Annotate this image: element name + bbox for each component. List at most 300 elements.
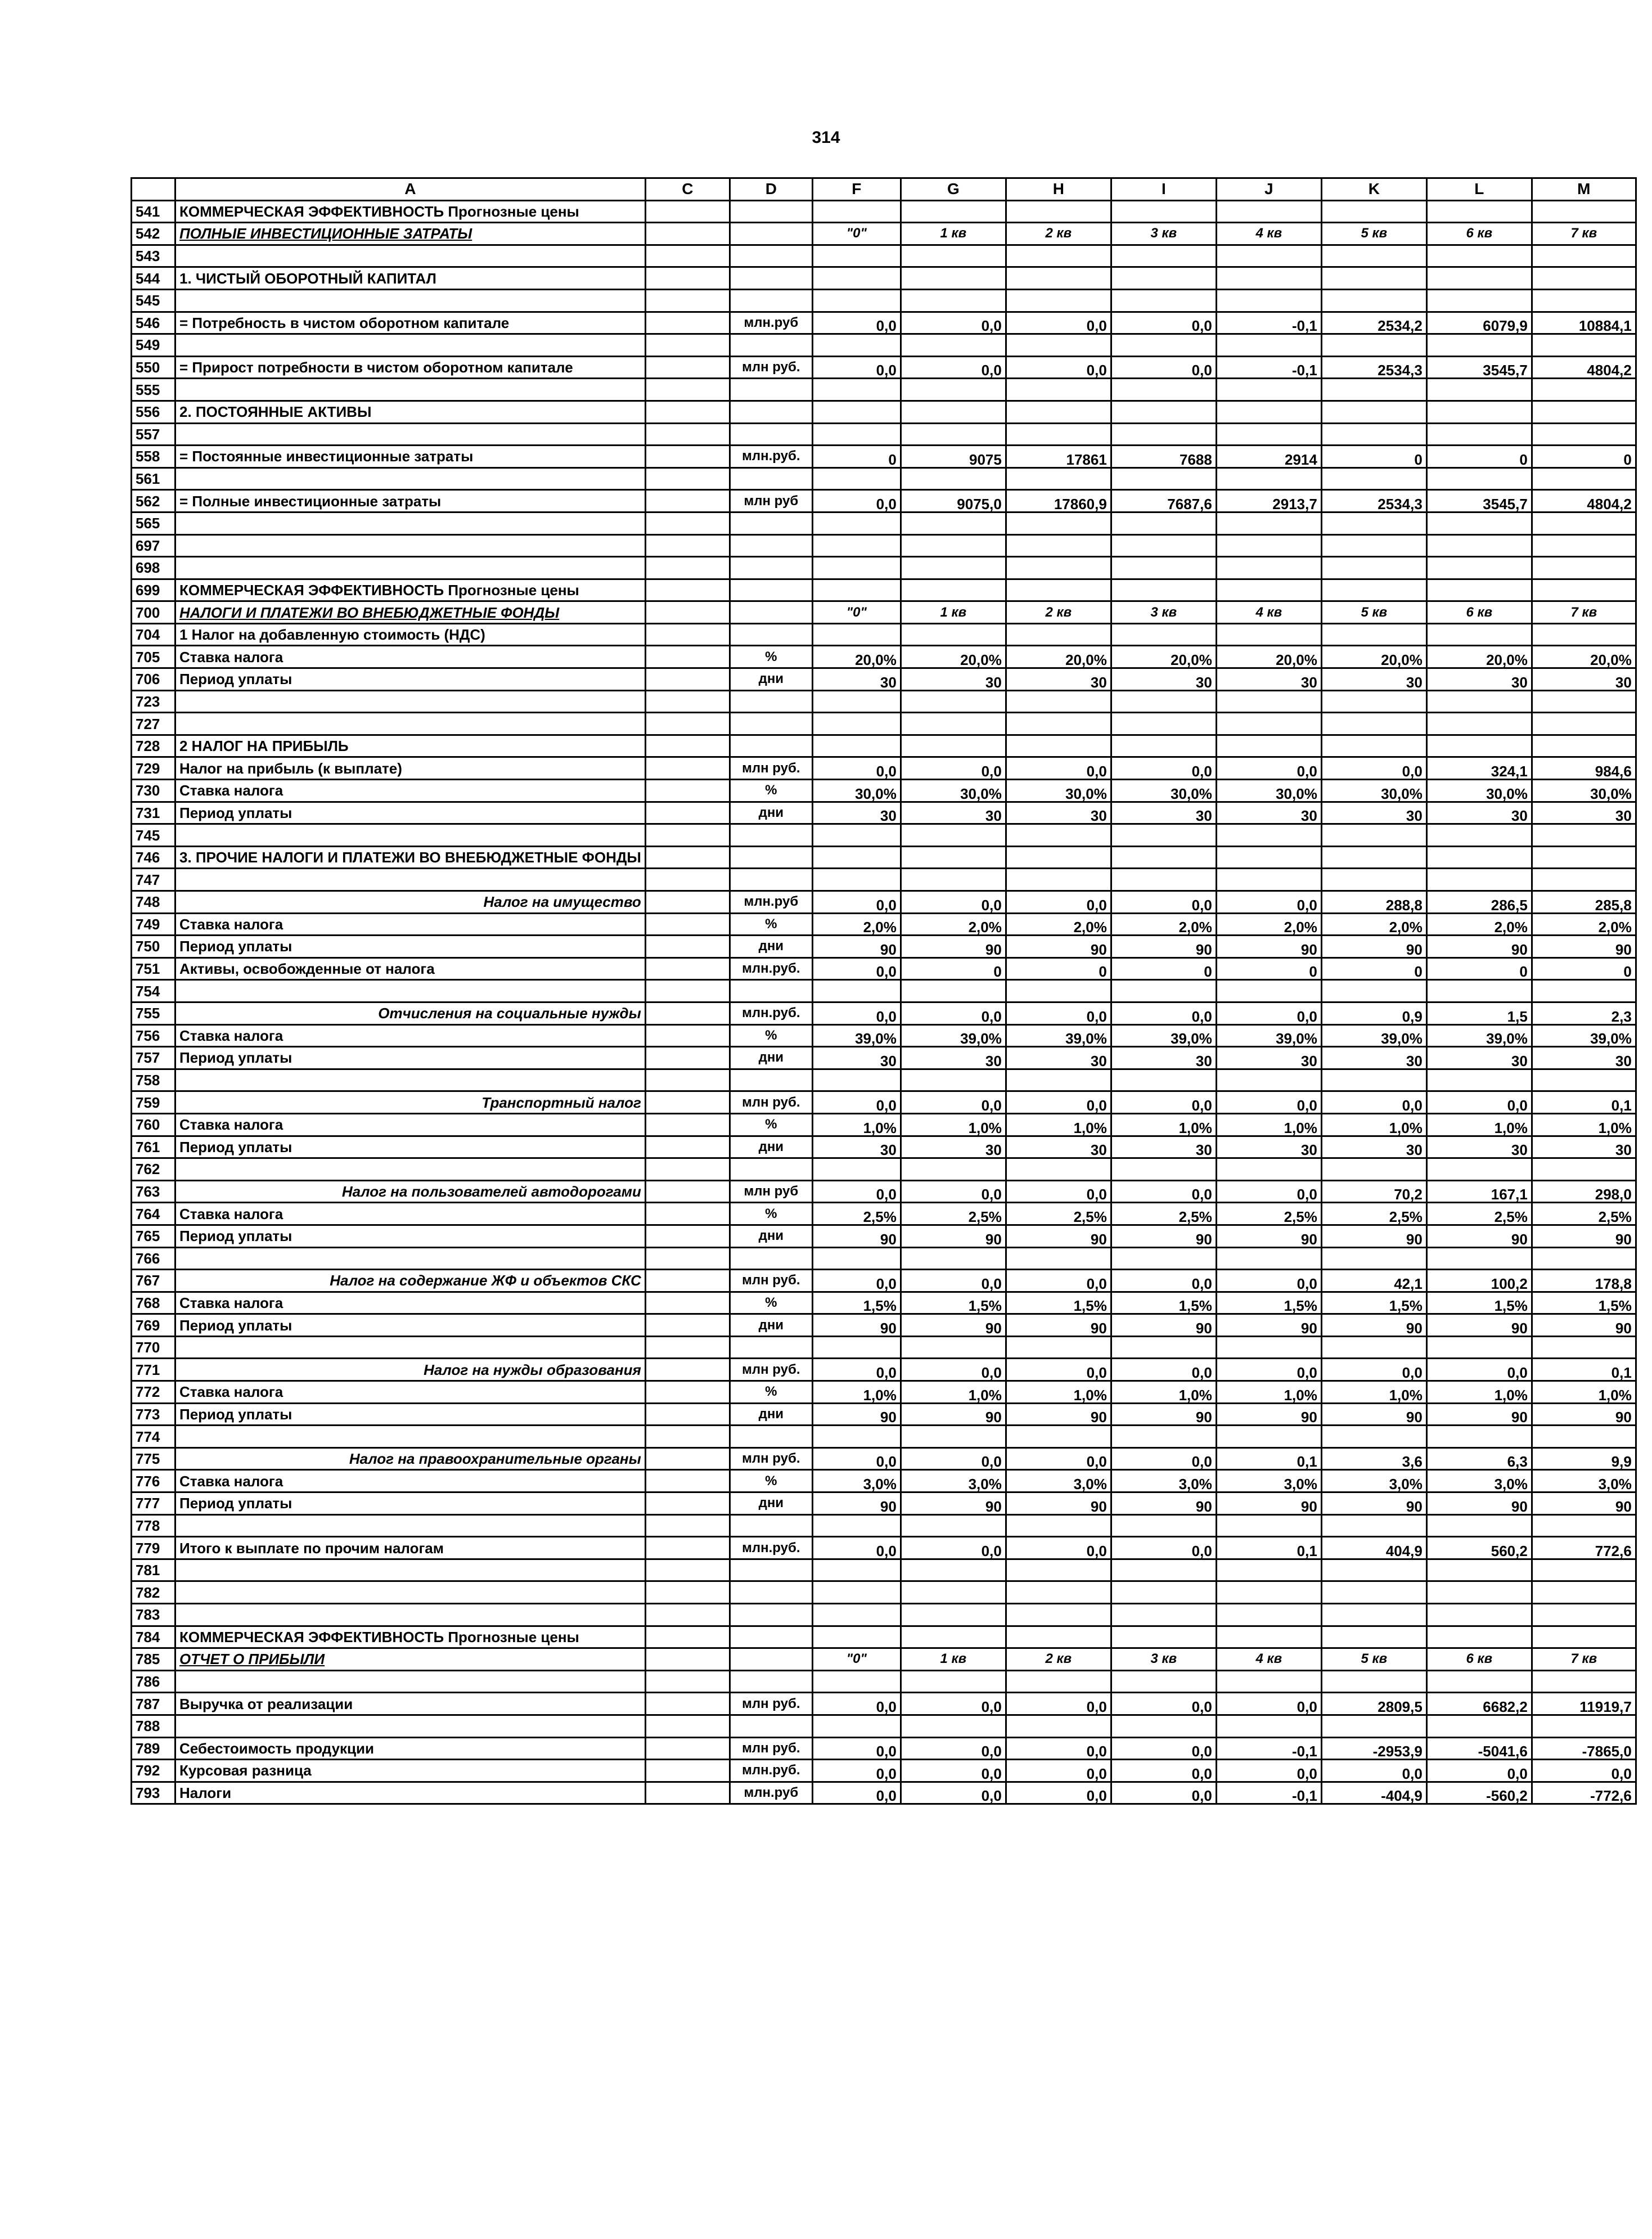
- value-cell[interactable]: 2914: [1216, 446, 1321, 468]
- column-c-cell[interactable]: [645, 1559, 730, 1581]
- value-cell[interactable]: 0,0: [901, 1270, 1006, 1292]
- value-cell[interactable]: [1321, 1426, 1426, 1448]
- value-cell[interactable]: [1321, 579, 1426, 601]
- value-cell[interactable]: 404,9: [1321, 1537, 1426, 1559]
- value-cell[interactable]: [1321, 267, 1426, 290]
- value-cell[interactable]: [1111, 1336, 1216, 1359]
- value-cell[interactable]: 90: [1111, 1403, 1216, 1426]
- unit-cell[interactable]: [730, 512, 812, 534]
- value-cell[interactable]: [1006, 467, 1111, 490]
- value-cell[interactable]: 30: [901, 802, 1006, 824]
- column-c-cell[interactable]: [645, 735, 730, 757]
- column-c-cell[interactable]: [645, 802, 730, 824]
- value-cell[interactable]: 17861: [1006, 446, 1111, 468]
- value-cell[interactable]: 0: [1111, 957, 1216, 980]
- value-cell[interactable]: 0,0: [1006, 1091, 1111, 1114]
- value-cell[interactable]: 2,5%: [901, 1203, 1006, 1225]
- row-number[interactable]: 771: [132, 1359, 175, 1381]
- value-cell[interactable]: [1426, 512, 1532, 534]
- value-cell[interactable]: 20,0%: [1111, 646, 1216, 668]
- period-header-cell[interactable]: 5 кв: [1321, 601, 1426, 624]
- value-cell[interactable]: 30: [812, 1047, 901, 1069]
- value-cell[interactable]: [901, 1069, 1006, 1091]
- column-header-k[interactable]: K: [1321, 178, 1426, 201]
- value-cell[interactable]: [1532, 869, 1636, 891]
- value-cell[interactable]: [901, 735, 1006, 757]
- row-label-cell[interactable]: [175, 1581, 646, 1604]
- value-cell[interactable]: [1006, 735, 1111, 757]
- row-label-cell[interactable]: Активы, освобожденные от налога: [175, 957, 646, 980]
- column-c-cell[interactable]: [645, 1626, 730, 1648]
- value-cell[interactable]: 0,0: [901, 757, 1006, 780]
- unit-cell[interactable]: дни: [730, 1314, 812, 1337]
- value-cell[interactable]: [1006, 401, 1111, 423]
- value-cell[interactable]: 20,0%: [901, 646, 1006, 668]
- value-cell[interactable]: 4804,2: [1532, 356, 1636, 379]
- unit-cell[interactable]: [730, 846, 812, 869]
- column-header-g[interactable]: G: [901, 178, 1006, 201]
- value-cell[interactable]: [1532, 289, 1636, 312]
- value-cell[interactable]: [1321, 200, 1426, 223]
- column-c-cell[interactable]: [645, 601, 730, 624]
- unit-cell[interactable]: [730, 1648, 812, 1671]
- value-cell[interactable]: 0,0: [1216, 1760, 1321, 1782]
- row-number[interactable]: 758: [132, 1069, 175, 1091]
- value-cell[interactable]: [1426, 1158, 1532, 1181]
- column-c-cell[interactable]: [645, 1670, 730, 1693]
- row-label-cell[interactable]: Период уплаты: [175, 1314, 646, 1337]
- value-cell[interactable]: 0,0: [812, 312, 901, 334]
- row-number[interactable]: 746: [132, 846, 175, 869]
- unit-cell[interactable]: [730, 623, 812, 646]
- row-label-cell[interactable]: Период уплаты: [175, 1047, 646, 1069]
- value-cell[interactable]: -0,1: [1216, 356, 1321, 379]
- value-cell[interactable]: 984,6: [1532, 757, 1636, 780]
- row-label-cell[interactable]: 2. ПОСТОЯННЫЕ АКТИВЫ: [175, 401, 646, 423]
- value-cell[interactable]: 0,0: [812, 1537, 901, 1559]
- value-cell[interactable]: 90: [901, 1225, 1006, 1247]
- column-c-cell[interactable]: [645, 957, 730, 980]
- value-cell[interactable]: [1426, 467, 1532, 490]
- row-number[interactable]: 729: [132, 757, 175, 780]
- value-cell[interactable]: 39,0%: [901, 1024, 1006, 1047]
- value-cell[interactable]: 3,0%: [1111, 1470, 1216, 1492]
- unit-cell[interactable]: [730, 1247, 812, 1270]
- value-cell[interactable]: 90: [1426, 1403, 1532, 1426]
- unit-cell[interactable]: [730, 289, 812, 312]
- row-label-cell[interactable]: Курсовая разница: [175, 1760, 646, 1782]
- row-number[interactable]: 778: [132, 1514, 175, 1537]
- unit-cell[interactable]: млн руб.: [730, 1693, 812, 1715]
- row-label-cell[interactable]: [175, 1158, 646, 1181]
- value-cell[interactable]: 0,0: [1006, 1002, 1111, 1024]
- column-c-cell[interactable]: [645, 401, 730, 423]
- value-cell[interactable]: [1532, 1069, 1636, 1091]
- unit-cell[interactable]: [730, 200, 812, 223]
- value-cell[interactable]: 30: [1006, 802, 1111, 824]
- value-cell[interactable]: -560,2: [1426, 1782, 1532, 1804]
- value-cell[interactable]: [1426, 1670, 1532, 1693]
- value-cell[interactable]: [901, 289, 1006, 312]
- value-cell[interactable]: 0,0: [1111, 312, 1216, 334]
- value-cell[interactable]: 0,0: [1216, 1359, 1321, 1381]
- row-number[interactable]: 748: [132, 891, 175, 914]
- column-c-cell[interactable]: [645, 1648, 730, 1671]
- value-cell[interactable]: [1321, 379, 1426, 401]
- value-cell[interactable]: [1111, 423, 1216, 446]
- value-cell[interactable]: [1111, 1670, 1216, 1693]
- row-label-cell[interactable]: Ставка налога: [175, 1381, 646, 1404]
- value-cell[interactable]: [1321, 824, 1426, 847]
- value-cell[interactable]: 1,5%: [1216, 1292, 1321, 1314]
- value-cell[interactable]: [1532, 690, 1636, 713]
- unit-cell[interactable]: %: [730, 1381, 812, 1404]
- value-cell[interactable]: [1321, 1581, 1426, 1604]
- value-cell[interactable]: 30,0%: [901, 780, 1006, 802]
- value-cell[interactable]: [812, 980, 901, 1002]
- value-cell[interactable]: [1006, 1559, 1111, 1581]
- value-cell[interactable]: 2,0%: [1006, 913, 1111, 936]
- value-cell[interactable]: 0,0: [1006, 1359, 1111, 1381]
- value-cell[interactable]: 39,0%: [1111, 1024, 1216, 1047]
- value-cell[interactable]: 90: [901, 936, 1006, 958]
- value-cell[interactable]: 0: [1321, 446, 1426, 468]
- value-cell[interactable]: [1111, 690, 1216, 713]
- value-cell[interactable]: 0,0: [1006, 356, 1111, 379]
- value-cell[interactable]: [1532, 623, 1636, 646]
- column-c-cell[interactable]: [645, 446, 730, 468]
- row-number[interactable]: 565: [132, 512, 175, 534]
- value-cell[interactable]: 1,0%: [1216, 1113, 1321, 1136]
- value-cell[interactable]: -2953,9: [1321, 1737, 1426, 1760]
- value-cell[interactable]: [1216, 401, 1321, 423]
- value-cell[interactable]: 0,1: [1216, 1447, 1321, 1470]
- unit-cell[interactable]: млн руб.: [730, 356, 812, 379]
- value-cell[interactable]: 90: [1006, 1403, 1111, 1426]
- value-cell[interactable]: [1216, 1715, 1321, 1737]
- value-cell[interactable]: 0,0: [901, 312, 1006, 334]
- value-cell[interactable]: 6,3: [1426, 1447, 1532, 1470]
- value-cell[interactable]: 30: [1111, 668, 1216, 691]
- value-cell[interactable]: 90: [1426, 1492, 1532, 1515]
- value-cell[interactable]: [1321, 423, 1426, 446]
- value-cell[interactable]: 0,0: [1111, 1270, 1216, 1292]
- row-number[interactable]: 561: [132, 467, 175, 490]
- value-cell[interactable]: 2,0%: [901, 913, 1006, 936]
- row-label-cell[interactable]: ОТЧЕТ О ПРИБЫЛИ: [175, 1648, 646, 1671]
- value-cell[interactable]: [1426, 623, 1532, 646]
- value-cell[interactable]: [812, 1336, 901, 1359]
- value-cell[interactable]: [1426, 200, 1532, 223]
- column-c-cell[interactable]: [645, 713, 730, 735]
- value-cell[interactable]: 17860,9: [1006, 490, 1111, 512]
- value-cell[interactable]: 3,0%: [1006, 1470, 1111, 1492]
- value-cell[interactable]: 3,0%: [1216, 1470, 1321, 1492]
- value-cell[interactable]: [1216, 1559, 1321, 1581]
- value-cell[interactable]: [1006, 267, 1111, 290]
- value-cell[interactable]: 0,0: [1006, 312, 1111, 334]
- value-cell[interactable]: [1426, 1336, 1532, 1359]
- row-label-cell[interactable]: Ставка налога: [175, 1113, 646, 1136]
- value-cell[interactable]: [1321, 1514, 1426, 1537]
- unit-cell[interactable]: [730, 401, 812, 423]
- unit-cell[interactable]: млн.руб: [730, 1782, 812, 1804]
- value-cell[interactable]: [1321, 869, 1426, 891]
- period-header-cell[interactable]: 1 кв: [901, 601, 1006, 624]
- value-cell[interactable]: 2,5%: [1321, 1203, 1426, 1225]
- row-label-cell[interactable]: 1 Налог на добавленную стоимость (НДС): [175, 623, 646, 646]
- unit-cell[interactable]: млн руб: [730, 490, 812, 512]
- value-cell[interactable]: [1321, 713, 1426, 735]
- value-cell[interactable]: 0,0: [901, 1002, 1006, 1024]
- value-cell[interactable]: 30: [1426, 668, 1532, 691]
- value-cell[interactable]: [1111, 534, 1216, 557]
- unit-cell[interactable]: [730, 1604, 812, 1626]
- period-header-cell[interactable]: 6 кв: [1426, 223, 1532, 245]
- value-cell[interactable]: [1006, 534, 1111, 557]
- value-cell[interactable]: [1006, 245, 1111, 267]
- value-cell[interactable]: [1426, 557, 1532, 579]
- value-cell[interactable]: [1532, 245, 1636, 267]
- value-cell[interactable]: 90: [1111, 1492, 1216, 1515]
- value-cell[interactable]: 30: [812, 1136, 901, 1158]
- value-cell[interactable]: [1006, 1715, 1111, 1737]
- value-cell[interactable]: 30: [1216, 1047, 1321, 1069]
- row-number[interactable]: 788: [132, 1715, 175, 1737]
- value-cell[interactable]: [1216, 1158, 1321, 1181]
- row-number[interactable]: 751: [132, 957, 175, 980]
- value-cell[interactable]: [1321, 1158, 1426, 1181]
- value-cell[interactable]: [812, 1426, 901, 1448]
- column-c-cell[interactable]: [645, 846, 730, 869]
- value-cell[interactable]: [812, 423, 901, 446]
- value-cell[interactable]: 30: [1321, 1136, 1426, 1158]
- value-cell[interactable]: 0,0: [1216, 757, 1321, 780]
- value-cell[interactable]: 2,5%: [1216, 1203, 1321, 1225]
- column-c-cell[interactable]: [645, 1693, 730, 1715]
- column-c-cell[interactable]: [645, 1136, 730, 1158]
- value-cell[interactable]: [1532, 534, 1636, 557]
- row-number[interactable]: 769: [132, 1314, 175, 1337]
- row-label-cell[interactable]: [175, 289, 646, 312]
- column-c-cell[interactable]: [645, 512, 730, 534]
- value-cell[interactable]: [1111, 1604, 1216, 1626]
- value-cell[interactable]: [1426, 1247, 1532, 1270]
- value-cell[interactable]: 30,0%: [1321, 780, 1426, 802]
- value-cell[interactable]: 1,0%: [812, 1113, 901, 1136]
- value-cell[interactable]: [901, 1247, 1006, 1270]
- row-number[interactable]: 786: [132, 1670, 175, 1693]
- value-cell[interactable]: [1426, 534, 1532, 557]
- value-cell[interactable]: -0,1: [1216, 1737, 1321, 1760]
- unit-cell[interactable]: млн.руб.: [730, 1002, 812, 1024]
- value-cell[interactable]: [901, 423, 1006, 446]
- value-cell[interactable]: 90: [1321, 1225, 1426, 1247]
- row-number[interactable]: 705: [132, 646, 175, 668]
- value-cell[interactable]: 2,5%: [1006, 1203, 1111, 1225]
- value-cell[interactable]: [901, 623, 1006, 646]
- column-header-j[interactable]: J: [1216, 178, 1321, 201]
- value-cell[interactable]: 39,0%: [1426, 1024, 1532, 1047]
- row-number[interactable]: 757: [132, 1047, 175, 1069]
- row-number[interactable]: 749: [132, 913, 175, 936]
- unit-cell[interactable]: [730, 1426, 812, 1448]
- row-label-cell[interactable]: Период уплаты: [175, 1492, 646, 1515]
- value-cell[interactable]: 90: [1532, 1225, 1636, 1247]
- row-number[interactable]: 759: [132, 1091, 175, 1114]
- value-cell[interactable]: 1,5: [1426, 1002, 1532, 1024]
- unit-cell[interactable]: млн.руб: [730, 891, 812, 914]
- value-cell[interactable]: 0,0: [1006, 1180, 1111, 1203]
- value-cell[interactable]: 1,5%: [1426, 1292, 1532, 1314]
- unit-cell[interactable]: [730, 1715, 812, 1737]
- value-cell[interactable]: 3,0%: [1321, 1470, 1426, 1492]
- value-cell[interactable]: 30,0%: [1426, 780, 1532, 802]
- column-c-cell[interactable]: [645, 1447, 730, 1470]
- row-label-cell[interactable]: Транспортный налог: [175, 1091, 646, 1114]
- period-header-cell[interactable]: 4 кв: [1216, 1648, 1321, 1671]
- unit-cell[interactable]: [730, 334, 812, 357]
- value-cell[interactable]: [1216, 735, 1321, 757]
- value-cell[interactable]: [1532, 557, 1636, 579]
- value-cell[interactable]: [1532, 267, 1636, 290]
- value-cell[interactable]: 0,0: [1006, 1760, 1111, 1782]
- value-cell[interactable]: 1,0%: [1426, 1113, 1532, 1136]
- period-header-cell[interactable]: 3 кв: [1111, 223, 1216, 245]
- unit-cell[interactable]: [730, 557, 812, 579]
- value-cell[interactable]: [1006, 980, 1111, 1002]
- column-c-cell[interactable]: [645, 623, 730, 646]
- value-cell[interactable]: -5041,6: [1426, 1737, 1532, 1760]
- row-label-cell[interactable]: [175, 1559, 646, 1581]
- row-number[interactable]: 763: [132, 1180, 175, 1203]
- value-cell[interactable]: [1532, 735, 1636, 757]
- value-cell[interactable]: 0,0: [812, 1782, 901, 1804]
- value-cell[interactable]: [1426, 289, 1532, 312]
- value-cell[interactable]: [1111, 401, 1216, 423]
- value-cell[interactable]: [1321, 1559, 1426, 1581]
- period-header-cell[interactable]: 1 кв: [901, 223, 1006, 245]
- column-c-cell[interactable]: [645, 1492, 730, 1515]
- value-cell[interactable]: 2,0%: [1426, 913, 1532, 936]
- value-cell[interactable]: [901, 1604, 1006, 1626]
- value-cell[interactable]: 288,8: [1321, 891, 1426, 914]
- value-cell[interactable]: 30: [1111, 1136, 1216, 1158]
- value-cell[interactable]: 0,0: [1111, 1180, 1216, 1203]
- row-number[interactable]: 773: [132, 1403, 175, 1426]
- value-cell[interactable]: [901, 534, 1006, 557]
- value-cell[interactable]: 90: [1426, 1314, 1532, 1337]
- value-cell[interactable]: 30,0%: [1532, 780, 1636, 802]
- column-c-cell[interactable]: [645, 579, 730, 601]
- value-cell[interactable]: [1111, 1559, 1216, 1581]
- value-cell[interactable]: [1532, 1426, 1636, 1448]
- value-cell[interactable]: 0,0: [1321, 1091, 1426, 1114]
- value-cell[interactable]: 0,0: [1006, 1782, 1111, 1804]
- unit-cell[interactable]: [730, 1069, 812, 1091]
- unit-cell[interactable]: [730, 1559, 812, 1581]
- value-cell[interactable]: 0,0: [901, 356, 1006, 379]
- value-cell[interactable]: 0: [1532, 957, 1636, 980]
- value-cell[interactable]: [812, 1604, 901, 1626]
- value-cell[interactable]: [1532, 713, 1636, 735]
- value-cell[interactable]: [812, 200, 901, 223]
- value-cell[interactable]: 2,0%: [1532, 913, 1636, 936]
- value-cell[interactable]: 772,6: [1532, 1537, 1636, 1559]
- value-cell[interactable]: 2,5%: [1111, 1203, 1216, 1225]
- value-cell[interactable]: [1216, 245, 1321, 267]
- value-cell[interactable]: [1426, 690, 1532, 713]
- value-cell[interactable]: [812, 1715, 901, 1737]
- value-cell[interactable]: [901, 579, 1006, 601]
- value-cell[interactable]: 0,0: [1532, 1760, 1636, 1782]
- value-cell[interactable]: 30: [1216, 802, 1321, 824]
- unit-cell[interactable]: млн.руб.: [730, 1537, 812, 1559]
- value-cell[interactable]: 30: [1216, 1136, 1321, 1158]
- value-cell[interactable]: 0,0: [812, 1737, 901, 1760]
- value-cell[interactable]: [1216, 1670, 1321, 1693]
- row-number[interactable]: 756: [132, 1024, 175, 1047]
- value-cell[interactable]: 1,0%: [1426, 1381, 1532, 1404]
- value-cell[interactable]: [1006, 1604, 1111, 1626]
- value-cell[interactable]: 1,0%: [901, 1381, 1006, 1404]
- row-number[interactable]: 766: [132, 1247, 175, 1270]
- value-cell[interactable]: [1006, 690, 1111, 713]
- value-cell[interactable]: 0,0: [1216, 891, 1321, 914]
- value-cell[interactable]: 0,0: [1216, 1180, 1321, 1203]
- value-cell[interactable]: 0,0: [812, 891, 901, 914]
- row-number[interactable]: 765: [132, 1225, 175, 1247]
- value-cell[interactable]: 1,5%: [1532, 1292, 1636, 1314]
- value-cell[interactable]: [1426, 245, 1532, 267]
- value-cell[interactable]: [1216, 1426, 1321, 1448]
- row-number[interactable]: 760: [132, 1113, 175, 1136]
- value-cell[interactable]: 286,5: [1426, 891, 1532, 914]
- column-header-d[interactable]: D: [730, 178, 812, 201]
- value-cell[interactable]: 0,0: [1006, 1447, 1111, 1470]
- value-cell[interactable]: 90: [1111, 936, 1216, 958]
- value-cell[interactable]: -0,1: [1216, 312, 1321, 334]
- value-cell[interactable]: [812, 267, 901, 290]
- value-cell[interactable]: 30: [1426, 1047, 1532, 1069]
- value-cell[interactable]: 0,0: [901, 1537, 1006, 1559]
- value-cell[interactable]: 0,0: [812, 356, 901, 379]
- row-label-cell[interactable]: Налог на имущество: [175, 891, 646, 914]
- value-cell[interactable]: 90: [812, 1403, 901, 1426]
- row-label-cell[interactable]: = Прирост потребности в чистом оборотном капитале: [175, 356, 646, 379]
- row-label-cell[interactable]: Ставка налога: [175, 1024, 646, 1047]
- column-c-cell[interactable]: [645, 379, 730, 401]
- value-cell[interactable]: 90: [1111, 1225, 1216, 1247]
- unit-cell[interactable]: [730, 824, 812, 847]
- value-cell[interactable]: 9075: [901, 446, 1006, 468]
- period-header-cell[interactable]: 6 кв: [1426, 601, 1532, 624]
- unit-cell[interactable]: дни: [730, 936, 812, 958]
- value-cell[interactable]: 39,0%: [1216, 1024, 1321, 1047]
- row-label-cell[interactable]: = Постоянные инвестиционные затраты: [175, 446, 646, 468]
- value-cell[interactable]: [1006, 824, 1111, 847]
- value-cell[interactable]: 560,2: [1426, 1537, 1532, 1559]
- value-cell[interactable]: [901, 1426, 1006, 1448]
- period-header-cell[interactable]: 2 кв: [1006, 223, 1111, 245]
- value-cell[interactable]: 30: [1532, 1047, 1636, 1069]
- value-cell[interactable]: 0,0: [1321, 1359, 1426, 1381]
- value-cell[interactable]: [1532, 200, 1636, 223]
- value-cell[interactable]: [1426, 713, 1532, 735]
- value-cell[interactable]: 0,1: [1216, 1537, 1321, 1559]
- column-c-cell[interactable]: [645, 1381, 730, 1404]
- value-cell[interactable]: [1426, 846, 1532, 869]
